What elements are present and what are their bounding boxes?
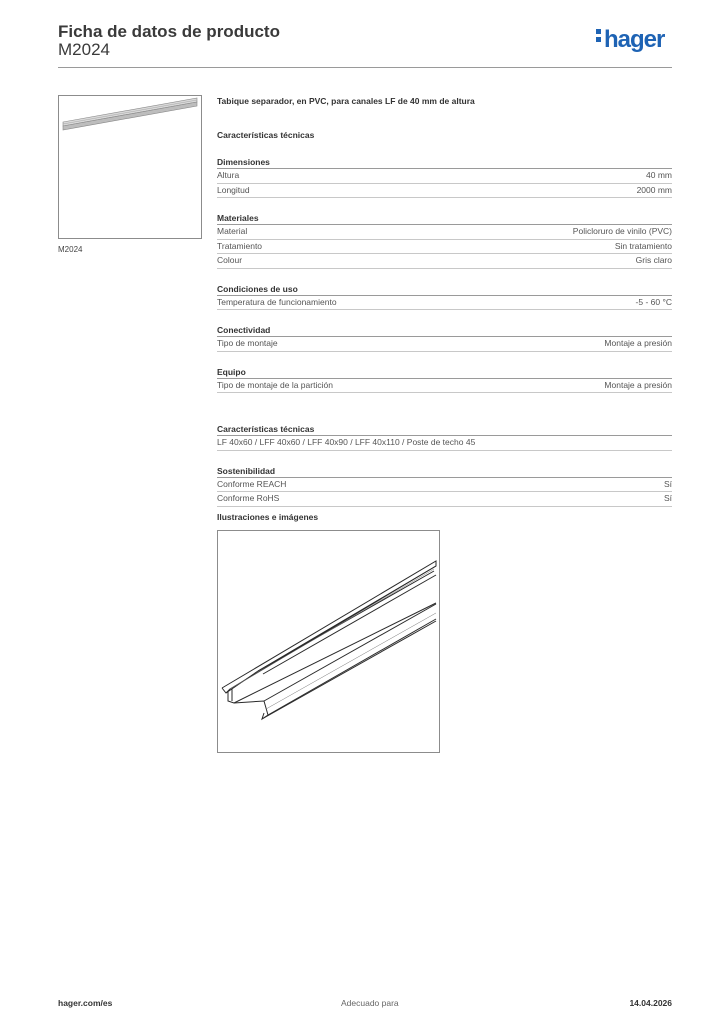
spacer — [217, 393, 672, 409]
spec-label: Altura — [217, 170, 240, 180]
spec-row — [217, 254, 672, 269]
spec-row — [217, 492, 672, 507]
group-title: Sostenibilidad — [217, 466, 672, 478]
product-description: Tabique separador, en PVC, para canales LF de 40 mm de altura — [217, 96, 475, 106]
spec-label: Tratamiento — [217, 240, 263, 251]
spec-content — [217, 96, 672, 507]
spec-row — [217, 184, 672, 199]
group-title: Conectividad — [217, 325, 672, 337]
spec-row — [217, 240, 672, 255]
spec-label: Conforme REACH — [217, 478, 287, 489]
separator-profile-icon — [218, 531, 439, 752]
product-code: M2024 — [58, 40, 110, 59]
spec-value: Montaje a presión — [604, 338, 672, 348]
spec-label: Conforme RoHS — [217, 493, 280, 503]
group-title: Materiales — [217, 213, 672, 225]
spec-value: -5 - 60 °C — [635, 296, 672, 307]
spec-value: Sí — [663, 478, 672, 489]
spec-value: Sin tratamiento — [614, 240, 672, 251]
hager-logo — [596, 26, 664, 54]
group-title: Equipo — [217, 367, 672, 379]
spec-value: Policloruro de vinilo (PVC) — [572, 226, 672, 236]
spec-group-compatibility — [217, 424, 672, 451]
spec-label: Longitud — [217, 184, 250, 195]
spec-value: Gris claro — [635, 255, 672, 265]
spec-row — [217, 169, 672, 184]
profile-thumbnail-icon — [59, 96, 201, 238]
spec-row — [217, 337, 672, 352]
spec-label: Tipo de montaje de la partición — [217, 379, 333, 390]
logo-text: hager — [604, 26, 665, 53]
spec-group-sustainability — [217, 466, 672, 507]
spec-row — [217, 379, 672, 394]
thumbnail-caption: M2024 — [58, 245, 83, 254]
group-title: Condiciones de uso — [217, 284, 672, 296]
spec-group-equipment — [217, 367, 672, 394]
section-heading-tech: Características técnicas — [217, 130, 315, 140]
spec-row — [217, 225, 672, 240]
group-title: Dimensiones — [217, 157, 672, 169]
footer-center-text: Adecuado para — [341, 998, 399, 1008]
spec-group-dimensions — [217, 157, 672, 198]
footer-website: hager.com/es — [58, 998, 113, 1008]
spec-value: 2000 mm — [636, 184, 672, 195]
spec-value: 40 mm — [646, 170, 672, 180]
spec-group-connectivity — [217, 325, 672, 352]
compat-text: LF 40x60 / LFF 40x60 / LFF 40x90 / LFF 40x110 / Poste de techo 45 — [217, 437, 476, 447]
compat-row — [217, 436, 672, 451]
illustrations-heading: Ilustraciones e imágenes — [217, 512, 319, 522]
footer-date: 14.04.2026 — [629, 998, 672, 1008]
spec-label: Colour — [217, 255, 243, 265]
spec-label: Tipo de montaje — [217, 338, 278, 348]
header-divider — [58, 67, 672, 68]
spec-row — [217, 478, 672, 493]
spec-group-materials — [217, 213, 672, 269]
spec-row — [217, 296, 672, 311]
page-title: Ficha de datos de producto — [58, 22, 280, 41]
spec-value: Sí — [663, 493, 672, 503]
illustration-image — [217, 530, 440, 753]
logo-dots-icon — [596, 26, 602, 45]
group-title: Características técnicas — [217, 424, 672, 436]
spec-value: Montaje a presión — [604, 379, 672, 390]
spec-label: Material — [217, 226, 248, 236]
product-thumbnail — [58, 95, 202, 239]
spec-label: Temperatura de funcionamiento — [217, 296, 337, 307]
spec-group-conditions — [217, 284, 672, 311]
